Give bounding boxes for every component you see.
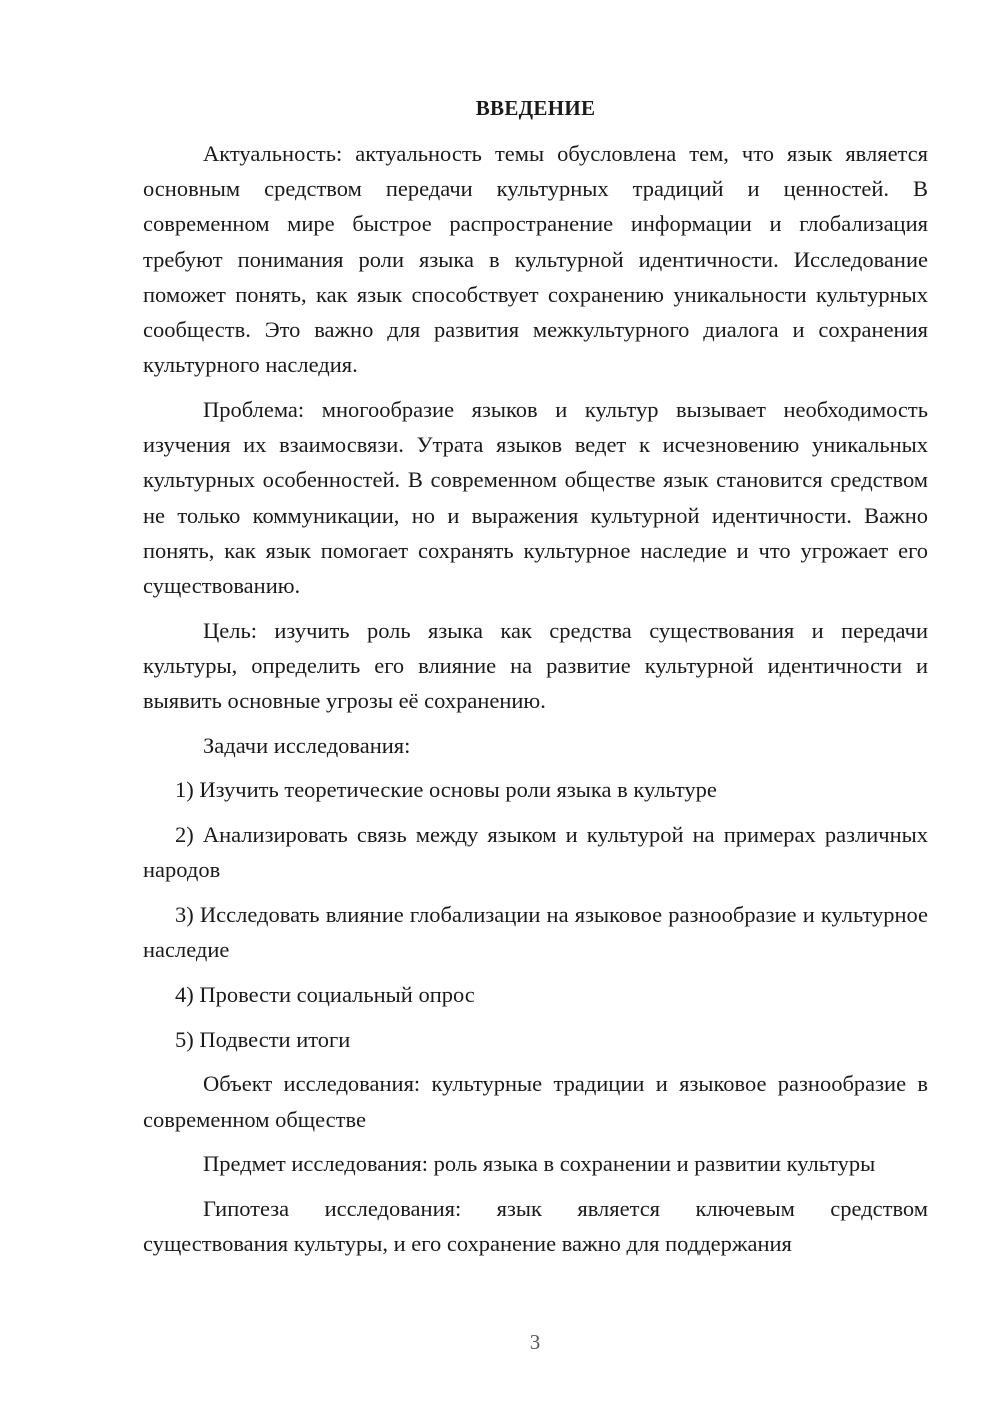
paragraph-hypothesis: Гипотеза исследования: язык является ключевым средством существования культуры, и его сохранение важно для поддержания [143,1195,928,1257]
task-item: 2) Анализировать связь между языком и культурой на примерах различных народов [143,822,928,883]
task-item: 3) Исследовать влияние глобализации на языковое разнообразие и культурное наследие [143,902,928,963]
document-title: ВВЕДЕНИЕ [475,96,596,120]
task-item: 4) Провести социальный опрос [175,981,475,1007]
task-item: 1) Изучить теоретические основы роли языка в культуре [175,777,717,803]
paragraph-object: Объект исследования: культурные традиции и языковое разнообразие в современном обществе [143,1071,928,1132]
document-page [143,88,928,1271]
tasks-heading: Задачи исследования: [203,732,411,758]
paragraph-subject: Предмет исследования: роль языка в сохранении и развитии культуры [203,1151,876,1177]
page-number: 3 [529,1330,541,1354]
task-item: 5) Подвести итоги [175,1026,351,1052]
paragraph-problem: Проблема: многообразие языков и культур вызывает необходимость изучения их взаимосвязи. Утрата языков ведет к исчезновению уникальных культурных особенностей. В современном обществе язык становится средством не только коммуникации, но и выражения культурной идентичности. Важно понять, как язык помогает сохранять культурное наследие и что угрожает его существованию. [143,396,928,598]
paragraph-relevance: Актуальность: актуальность темы обусловлена тем, что язык является основным средством передачи культурных традиций и ценностей. В современном мире быстрое распространение информации и глобализация требуют понимания роли языка в культурной идентичности. Исследование поможет понять, как язык способствует сохранению уникальности культурных сообществ. Это важно для развития межкультурного диалога и сохранения культурного наследия. [143,141,928,378]
paragraph-goal: Цель: изучить роль языка как средства существования и передачи культуры, определить его влияние на развитие культурной идентичности и выявить основные угрозы её сохранению. [143,617,928,714]
